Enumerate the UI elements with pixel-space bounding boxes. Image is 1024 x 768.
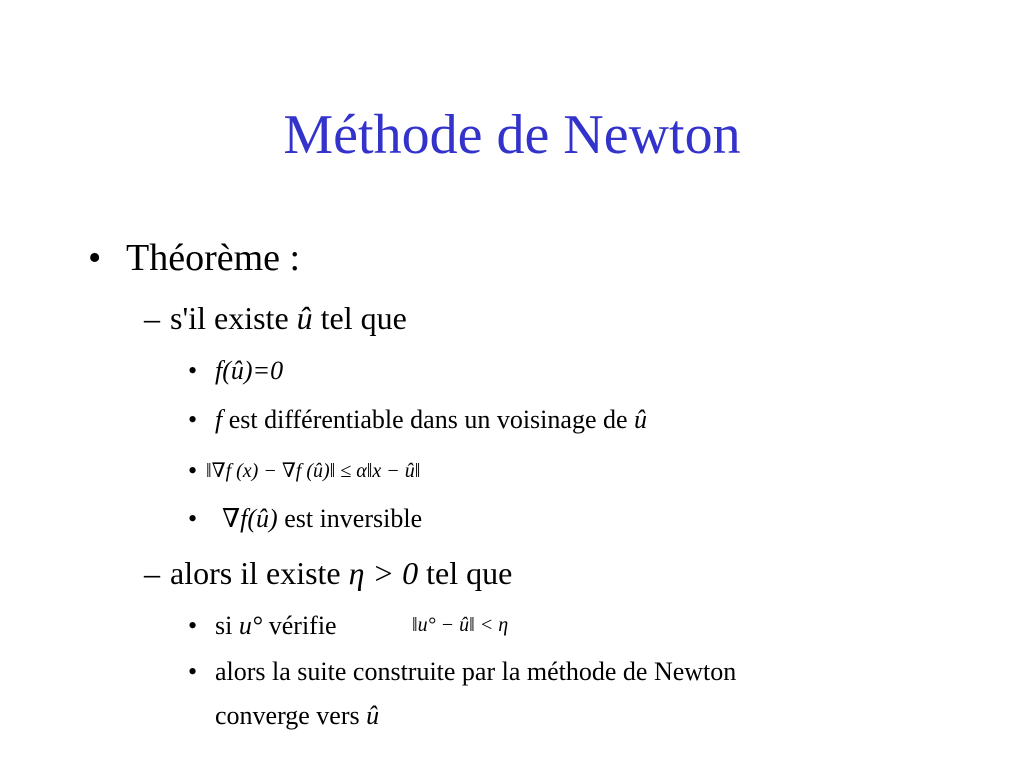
conclusion-intro bbox=[170, 554, 512, 592]
u-hat-symbol: û bbox=[366, 701, 380, 730]
u-zero-symbol: u° bbox=[238, 611, 263, 640]
theorem-heading: Théorème : bbox=[126, 237, 301, 279]
f-symbol: f bbox=[215, 405, 223, 434]
hypothesis-intro-text: s'il existe bbox=[170, 300, 289, 336]
f-zero-condition: f(û)=0 bbox=[215, 356, 284, 385]
slide-title: Méthode de Newton bbox=[283, 104, 741, 166]
differentiable-condition bbox=[215, 404, 647, 436]
initial-distance-condition: ‖u° − û‖ < η bbox=[412, 614, 509, 636]
bullet-mark: • bbox=[188, 611, 198, 640]
hypothesis-intro bbox=[170, 299, 407, 337]
verifie-text: vérifie bbox=[268, 611, 337, 640]
conclusion-intro-tail: tel que bbox=[426, 555, 513, 591]
bullet-mark: • bbox=[88, 237, 102, 279]
initial-condition bbox=[215, 610, 337, 642]
conclusion-intro-text: alors il existe bbox=[170, 555, 341, 591]
invertible-condition bbox=[222, 503, 422, 535]
hypothesis-intro-tail: tel que bbox=[320, 300, 407, 336]
gradient-f-u-hat: ∇f(û) bbox=[222, 504, 278, 533]
si-text: si bbox=[215, 611, 233, 640]
invertible-text: est inversible bbox=[284, 504, 423, 533]
bullet-mark: • bbox=[188, 504, 198, 533]
eta-positive: η > 0 bbox=[348, 555, 419, 591]
dash-mark: – bbox=[144, 555, 160, 591]
u-hat-symbol: û bbox=[634, 405, 648, 434]
u-hat-symbol: û bbox=[296, 300, 313, 336]
bullet-mark: • bbox=[188, 456, 198, 485]
bullet-mark: • bbox=[188, 405, 198, 434]
converge-text: converge vers bbox=[215, 701, 360, 730]
differentiable-text: est différentiable dans un voisinage de bbox=[228, 405, 628, 434]
bullet-mark: • bbox=[188, 657, 198, 686]
convergence-line-2 bbox=[215, 700, 379, 732]
lipschitz-condition: ‖∇f (x) − ∇f (û)‖ ≤ α‖x − û‖ bbox=[206, 460, 421, 482]
dash-mark: – bbox=[144, 300, 160, 336]
convergence-line-1: alors la suite construite par la méthode de Newton bbox=[215, 657, 737, 686]
bullet-mark: • bbox=[188, 356, 198, 385]
